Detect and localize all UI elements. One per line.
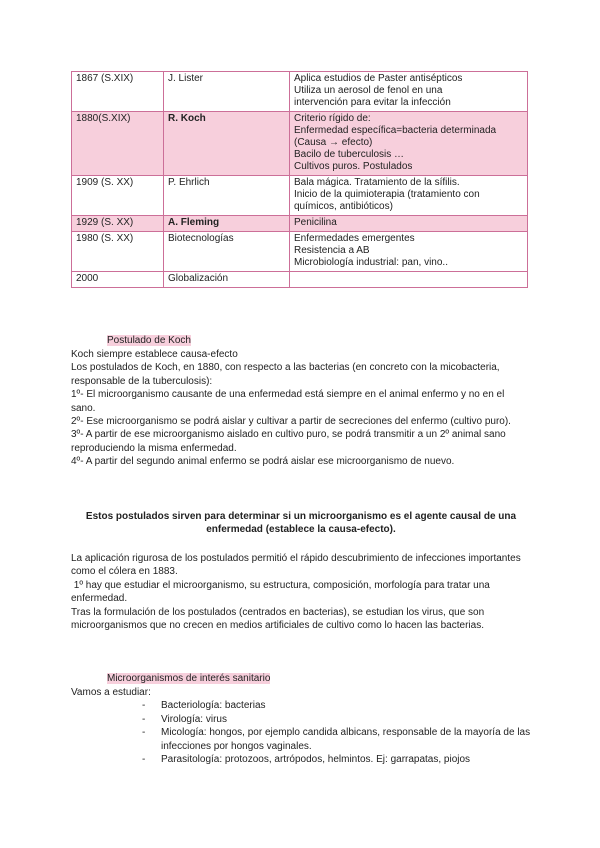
- microorganismos-list: [139, 699, 531, 766]
- aplicacion-p3: Tras la formulación de los postulados (centrados en bacterias), se estudian los virus, que son microorganismos que no crecen en medios artificiales de cultivo como lo hacen las bacterias.: [71, 606, 485, 632]
- table-cell-description: [290, 72, 528, 112]
- description-line: Resistencia a AB: [294, 245, 370, 256]
- postulados-paragraph: Los postulados de Koch, en 1880, con respecto a las bacterias (en concreto con la micobacteria, responsable de la tuberculosis):: [71, 362, 500, 387]
- postulado-2: 2º- Ese microorganismo se podrá aislar y cultivar a partir de secreciones del enfermo (cultivo puro).: [71, 416, 511, 428]
- table-cell-name: Globalización: [164, 272, 290, 288]
- table-cell-description: [290, 272, 528, 288]
- description-line: Enfermedades emergentes: [294, 233, 415, 244]
- table-cell-date: 1980 (S. XX): [72, 232, 164, 272]
- table-cell-date: 1880(S.XIX): [72, 112, 164, 176]
- table-cell-name: R. Koch: [164, 112, 290, 176]
- description-line: Microbiología industrial: pan, vino..: [294, 257, 448, 268]
- table-cell-date: 1909 (S. XX): [72, 176, 164, 216]
- description-line: Inicio de la quimioterapia (tratamiento con: [294, 189, 480, 200]
- description-line: Utiliza un aerosol de fenol en una: [294, 85, 443, 96]
- table-row: [72, 216, 528, 232]
- table-cell-name: J. Lister: [164, 72, 290, 112]
- postulado-1: 1º- El microorganismo causante de una enfermedad está siempre en el animal enfermo y no en el sano.: [71, 389, 505, 414]
- postulado-heading: [107, 334, 191, 347]
- microorganismos-heading: [107, 672, 270, 685]
- description-line: Bala mágica. Tratamiento de la sífilis.: [294, 177, 460, 188]
- description-line: Cultivos puros. Postulados: [294, 161, 413, 172]
- table-cell-date: 1929 (S. XX): [72, 216, 164, 232]
- postulado-4: 4º- A partir del segundo animal enfermo se podrá aislar ese microorganismo de nuevo.: [71, 456, 455, 468]
- table-cell-name: Biotecnologías: [164, 232, 290, 272]
- description-line: (Causa → efecto): [294, 137, 373, 148]
- history-table: [71, 71, 528, 288]
- microorganismos-intro: Vamos a estudiar:: [71, 687, 151, 698]
- microorganismos-heading-text: Microorganismos de interés sanitario: [107, 673, 271, 684]
- description-line: [294, 273, 523, 285]
- conclusion-text: Estos postulados sirven para determinar si un microorganismo es el agente causal de una enfermedad (establece la causa-efecto).: [85, 511, 517, 536]
- description-line: Bacilo de tuberculosis …: [294, 149, 405, 160]
- list-item: - Parasitología: protozoos, artrópodos, helmintos. Ej: garrapatas, piojos: [139, 753, 531, 766]
- description-line: Criterio rígido de:: [294, 113, 371, 124]
- postulados-section: [71, 348, 531, 469]
- postulado-heading-text: Postulado de Koch: [107, 335, 191, 346]
- microorganismos-section: [71, 686, 531, 766]
- list-item: - Bacteriología: bacterias: [139, 699, 531, 712]
- aplicacion-p2: 1º hay que estudiar el microorganismo, su estructura, composición, morfología para tratar una enfermedad.: [71, 579, 493, 605]
- description-line: Penicilina: [294, 217, 337, 228]
- table-cell-date: 1867 (S.XIX): [72, 72, 164, 112]
- table-row: [72, 176, 528, 216]
- postulados-intro: Koch siempre establece causa-efecto: [71, 349, 238, 360]
- aplicacion-section: [71, 552, 531, 632]
- table-row: [72, 232, 528, 272]
- table-row: [72, 272, 528, 288]
- description-line: Aplica estudios de Paster antisépticos: [294, 73, 463, 84]
- description-line: intervención para evitar la infección: [294, 97, 451, 108]
- table-cell-date: 2000: [72, 272, 164, 288]
- table-cell-name: P. Ehrlich: [164, 176, 290, 216]
- aplicacion-p1: La aplicación rigurosa de los postulados permitió el rápido descubrimiento de infecciones importantes como el cólera en 1883.: [71, 553, 521, 578]
- list-item: - Virología: virus: [139, 713, 531, 726]
- description-line: químicos, antibióticos): [294, 201, 393, 212]
- list-item: - Micología: hongos, por ejemplo candida albicans, responsable de la mayoría de las infecciones por hongos vaginales.: [139, 726, 531, 753]
- table-cell-name: A. Fleming: [164, 216, 290, 232]
- description-line: Enfermedad específica=bacteria determinada: [294, 125, 497, 136]
- table-row: [72, 112, 528, 176]
- table-cell-description: [290, 112, 528, 176]
- table-cell-description: [290, 232, 528, 272]
- table-cell-description: [290, 216, 528, 232]
- table-row: [72, 72, 528, 112]
- postulado-3: 3º- A partir de ese microorganismo aislado en cultivo puro, se podrá transmitir a un 2º animal sano reproduciendo la misma enfermedad.: [71, 429, 506, 454]
- table-cell-description: [290, 176, 528, 216]
